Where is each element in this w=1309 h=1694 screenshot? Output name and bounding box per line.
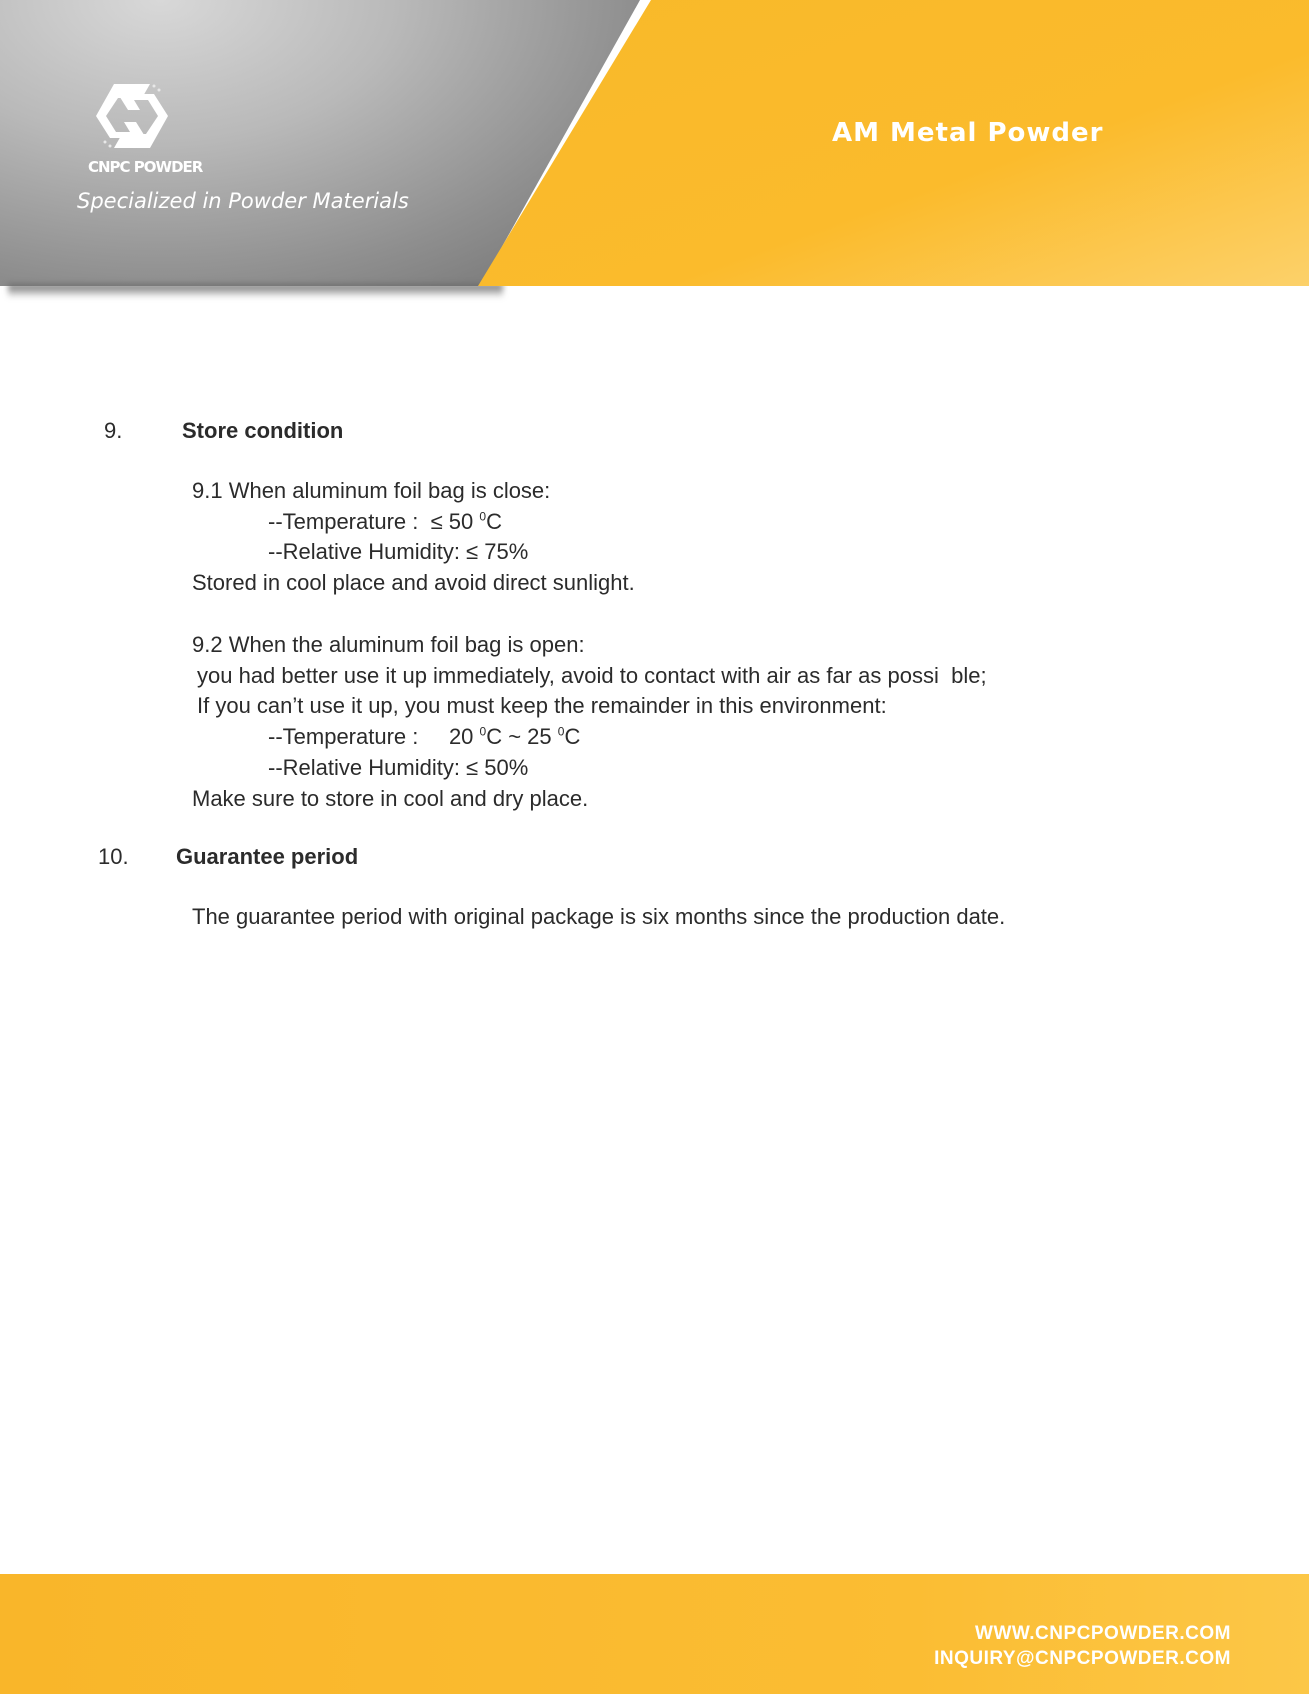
- section-9-2-line2: If you can’t use it up, you must keep the remainder in this environment:: [197, 693, 887, 718]
- cnpc-logo-icon: [84, 76, 180, 156]
- section-9-2-temperature: [268, 724, 580, 750]
- temp-unit: C: [486, 509, 502, 534]
- footer-email[interactable]: INQUIRY@CNPCPOWDER.COM: [934, 1648, 1231, 1669]
- page-header: [0, 0, 1309, 300]
- page-footer: [0, 1574, 1309, 1694]
- tagline: Specialized in Powder Materials: [77, 189, 409, 213]
- temp-unit: C: [564, 724, 581, 749]
- degree-sup: 0: [557, 724, 565, 739]
- section-9-2-title: 9.2 When the aluminum foil bag is open:: [192, 632, 585, 657]
- temp-mid: C ~ 25: [486, 724, 558, 749]
- section-10-heading: Guarantee period: [176, 844, 359, 869]
- section-9-2-note: Make sure to store in cool and dry place.: [192, 786, 589, 811]
- degree-sup: 0: [479, 509, 487, 524]
- section-9-2-line1: you had better use it up immediately, avoid to contact with air as far as possi ble;: [197, 663, 987, 688]
- section-9-heading: Store condition: [182, 418, 344, 443]
- section-9-number: 9.: [104, 418, 123, 443]
- section-10-text: The guarantee period with original package is six months since the production date.: [192, 904, 1006, 929]
- banner-shadow: [8, 284, 503, 298]
- temp-prefix: --Temperature : ≤ 50: [268, 509, 480, 534]
- logo-text: CNPC POWDER: [88, 158, 203, 176]
- section-9-1-temperature: [268, 509, 502, 535]
- temp-prefix: --Temperature : 20: [268, 724, 480, 749]
- document-title: AM Metal Powder: [832, 118, 1104, 148]
- section-10-number: 10.: [98, 844, 129, 869]
- section-9-1-humidity: --Relative Humidity: ≤ 75%: [268, 539, 529, 564]
- section-9-2-humidity: --Relative Humidity: ≤ 50%: [268, 755, 529, 780]
- footer-website[interactable]: WWW.CNPCPOWDER.COM: [975, 1623, 1231, 1644]
- section-9-1-title: 9.1 When aluminum foil bag is close:: [192, 478, 551, 503]
- section-9-1-note: Stored in cool place and avoid direct sunlight.: [192, 570, 635, 595]
- degree-sup: 0: [479, 724, 487, 739]
